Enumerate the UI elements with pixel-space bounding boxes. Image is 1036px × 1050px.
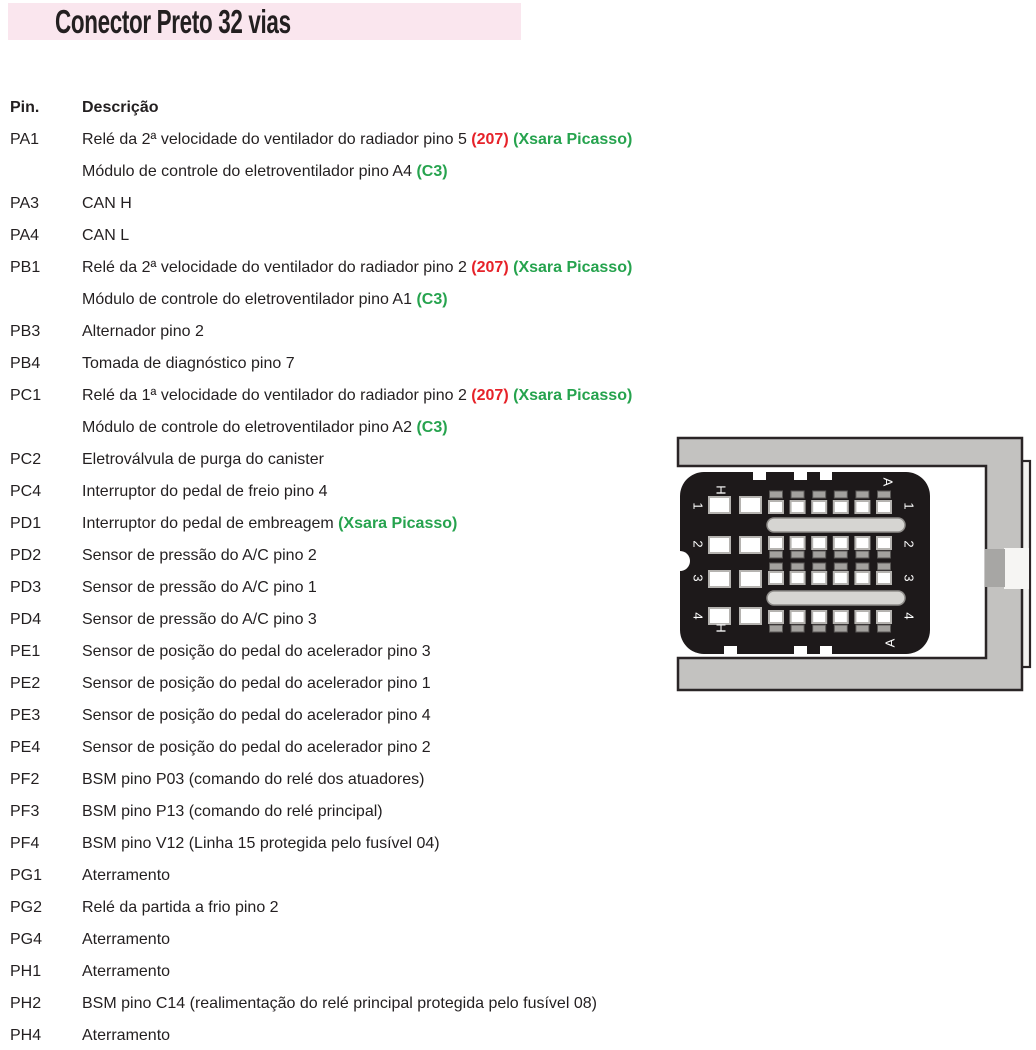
table-row — [0, 924, 1010, 956]
edge-notch — [724, 646, 737, 654]
table-row — [0, 796, 1010, 828]
connector-row-label-right: 3 — [901, 574, 917, 582]
connector-diagram — [660, 432, 1036, 694]
pin-cavity — [856, 551, 869, 558]
pin-cavity — [791, 551, 804, 558]
pin-cavity — [791, 572, 805, 584]
pin-cavity — [791, 491, 804, 498]
table-row — [0, 252, 1010, 284]
pin-cavity — [834, 491, 847, 498]
pin-cavity — [770, 551, 783, 558]
pin-description: BSM pino P13 (comando do relé principal) — [82, 803, 383, 820]
pin-code: PB1 — [10, 259, 41, 276]
pin-cavity — [877, 572, 891, 584]
pin-cavity — [791, 501, 805, 513]
table-header-row — [0, 92, 1010, 124]
table-row — [0, 892, 1010, 924]
pin-code: PC2 — [10, 451, 42, 468]
pin-cavity — [834, 537, 848, 549]
key-slot — [767, 591, 905, 605]
pin-description: Aterramento — [82, 1027, 171, 1044]
pin-cavity — [878, 563, 891, 570]
pin-code: PH2 — [10, 995, 42, 1012]
table-row — [0, 220, 1010, 252]
pin-description: Módulo de controle do eletroventilador pino A4 (C3) — [82, 163, 448, 180]
pin-cavity — [834, 563, 847, 570]
pin-description: BSM pino V12 (Linha 15 protegida pelo fusível 04) — [82, 835, 440, 852]
pin-code: PF2 — [10, 771, 40, 788]
pin-cavity — [834, 501, 848, 513]
pin-description: Relé da partida a frio pino 2 — [82, 899, 279, 916]
connector-row-label-left: 3 — [690, 574, 706, 582]
table-row — [0, 380, 1010, 412]
pin-code: PE4 — [10, 739, 41, 756]
pin-code: PA3 — [10, 195, 40, 212]
pin-code: PD2 — [10, 547, 42, 564]
pin-code: PH1 — [10, 963, 42, 980]
table-row — [0, 156, 1010, 188]
pin-cavity — [740, 571, 761, 587]
edge-notch — [794, 646, 807, 654]
pin-code: PC4 — [10, 483, 42, 500]
pin-cavity — [834, 625, 847, 632]
pin-code: PA4 — [10, 227, 40, 244]
pin-cavity — [769, 611, 783, 623]
table-row — [0, 860, 1010, 892]
pin-description: Relé da 1ª velocidade do ventilador do radiador pino 2 (207) (Xsara Picasso) — [82, 387, 633, 404]
pin-code: PD1 — [10, 515, 42, 532]
connector-row-label-right: 4 — [901, 612, 917, 620]
edge-notch — [794, 472, 807, 480]
pin-cavity — [770, 563, 783, 570]
pin-code: PG1 — [10, 867, 43, 884]
connector-row-label-right: 1 — [901, 502, 917, 510]
pin-description: Sensor de posição do pedal do acelerador pino 4 — [82, 707, 431, 724]
pin-description: Tomada de diagnóstico pino 7 — [82, 355, 295, 372]
pin-cavity — [877, 611, 891, 623]
pin-cavity — [813, 551, 826, 558]
pin-code: PB3 — [10, 323, 41, 340]
pin-code: PE3 — [10, 707, 41, 724]
header-pin-column: Pin. — [10, 99, 40, 116]
pin-cavity — [855, 611, 869, 623]
pin-code — [0, 284, 82, 316]
pin-cavity — [856, 625, 869, 632]
pin-cavity — [834, 572, 848, 584]
pin-description: CAN H — [82, 195, 132, 212]
pin-cavity — [740, 608, 761, 624]
edge-notch — [820, 646, 832, 654]
table-row — [0, 732, 1010, 764]
connector-row-label-left: 2 — [690, 540, 706, 548]
table-row — [0, 348, 1010, 380]
pin-cavity — [813, 491, 826, 498]
pin-cavity — [813, 625, 826, 632]
pin-description: Interruptor do pedal de embreagem (Xsara Picasso) — [82, 515, 458, 532]
pin-description: Sensor de pressão do A/C pino 2 — [82, 547, 317, 564]
pin-description: Módulo de controle do eletroventilador pino A2 (C3) — [82, 419, 448, 436]
pin-cavity — [769, 572, 783, 584]
table-row — [0, 316, 1010, 348]
pin-description: Sensor de pressão do A/C pino 3 — [82, 611, 317, 628]
pin-cavity — [770, 625, 783, 632]
table-row — [0, 188, 1010, 220]
pin-cavity — [856, 563, 869, 570]
pin-description: Sensor de posição do pedal do acelerador pino 3 — [82, 643, 431, 660]
pin-cavity — [812, 572, 826, 584]
pin-cavity — [856, 491, 869, 498]
pin-cavity — [791, 611, 805, 623]
edge-notch — [820, 472, 832, 480]
pin-cavity — [855, 537, 869, 549]
pin-code: PH4 — [10, 1027, 42, 1044]
pin-cavity — [877, 537, 891, 549]
pin-code: PC1 — [10, 387, 42, 404]
table-row — [0, 988, 1010, 1020]
pin-code: PE2 — [10, 675, 41, 692]
table-row — [0, 956, 1010, 988]
pin-cavity — [791, 625, 804, 632]
pin-description: Aterramento — [82, 931, 171, 948]
pin-cavity — [740, 497, 761, 513]
header-description-column: Descrição — [82, 99, 159, 116]
pin-cavity — [812, 501, 826, 513]
key-slot — [767, 518, 905, 532]
pin-cavity — [709, 537, 730, 553]
pin-description: Aterramento — [82, 963, 171, 980]
pin-code: PB4 — [10, 355, 41, 372]
latch-notch — [1004, 548, 1029, 589]
connector-col-label-a-top: A — [880, 477, 896, 487]
pin-cavity — [709, 571, 730, 587]
pin-description: Interruptor do pedal de freio pino 4 — [82, 483, 328, 500]
pin-description: Sensor de pressão do A/C pino 1 — [82, 579, 317, 596]
pin-cavity — [855, 572, 869, 584]
table-row — [0, 284, 1010, 316]
pin-cavity — [813, 563, 826, 570]
connector-row-label-right: 2 — [901, 540, 917, 548]
table-row — [0, 700, 1010, 732]
table-row — [0, 764, 1010, 796]
connector-col-label-a-bottom: A — [882, 638, 898, 648]
pin-code: PE1 — [10, 643, 41, 660]
section-title: Conector Preto 32 vias — [55, 3, 291, 40]
connector-row-label-left: 4 — [690, 612, 706, 620]
edge-notch — [753, 472, 766, 480]
pin-description: BSM pino C14 (realimentação do relé principal protegida pelo fusível 08) — [82, 995, 597, 1012]
pin-cavity — [791, 563, 804, 570]
pin-code — [0, 412, 82, 444]
pin-cavity — [769, 537, 783, 549]
connector-col-label-h-top: H — [713, 485, 729, 495]
pin-description: Aterramento — [82, 867, 171, 884]
pin-code: PF4 — [10, 835, 40, 852]
pin-cavity — [878, 491, 891, 498]
pin-description: Alternador pino 2 — [82, 323, 204, 340]
pin-code: PG4 — [10, 931, 43, 948]
pin-description: Módulo de controle do eletroventilador pino A1 (C3) — [82, 291, 448, 308]
housing-latch — [985, 549, 1005, 587]
table-row — [0, 1020, 1010, 1050]
pin-description: CAN L — [82, 227, 130, 244]
pin-code: PA1 — [10, 131, 40, 148]
keying-notch — [670, 551, 690, 571]
pin-code: PD4 — [10, 611, 42, 628]
pin-description: Eletroválvula de purga do canister — [82, 451, 324, 468]
pin-cavity — [769, 501, 783, 513]
pin-cavity — [834, 611, 848, 623]
pin-code: PG2 — [10, 899, 43, 916]
pin-description: Sensor de posição do pedal do acelerador pino 2 — [82, 739, 431, 756]
pin-code: PF3 — [10, 803, 40, 820]
pin-cavity — [855, 501, 869, 513]
pin-description: Relé da 2ª velocidade do ventilador do radiador pino 2 (207) (Xsara Picasso) — [82, 259, 633, 276]
pin-cavity — [812, 611, 826, 623]
pin-code — [0, 156, 82, 188]
connector-col-label-h-bottom: H — [713, 623, 729, 633]
pin-cavity — [740, 537, 761, 553]
pin-description: BSM pino P03 (comando do relé dos atuadores) — [82, 771, 425, 788]
table-row — [0, 124, 1010, 156]
pin-cavity — [878, 625, 891, 632]
pin-description: Sensor de posição do pedal do acelerador pino 1 — [82, 675, 431, 692]
pin-code: PD3 — [10, 579, 42, 596]
pin-cavity — [812, 537, 826, 549]
pin-cavity — [877, 501, 891, 513]
pin-description: Relé da 2ª velocidade do ventilador do radiador pino 5 (207) (Xsara Picasso) — [82, 131, 633, 148]
pin-cavity — [834, 551, 847, 558]
pin-cavity — [791, 537, 805, 549]
pin-cavity — [709, 497, 730, 513]
pin-cavity — [709, 608, 730, 624]
pin-cavity — [878, 551, 891, 558]
connector-row-label-left: 1 — [690, 502, 706, 510]
pin-cavity — [770, 491, 783, 498]
table-row — [0, 828, 1010, 860]
section-title-bar — [8, 3, 521, 40]
